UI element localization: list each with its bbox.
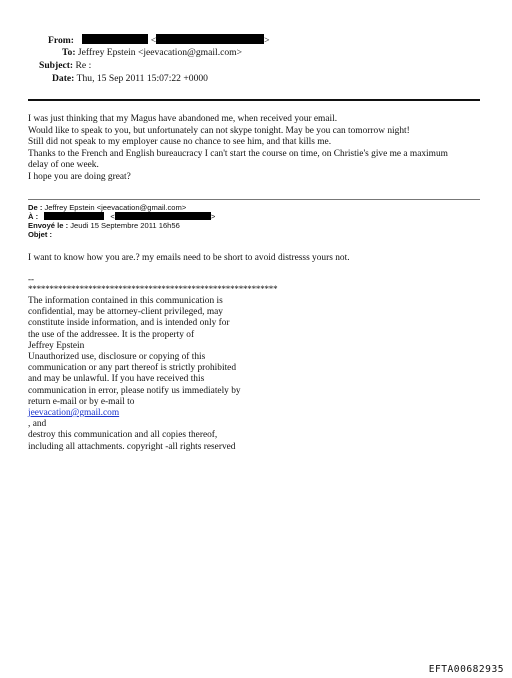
- disclaimer-line: destroy this communication and all copies thereof,: [28, 430, 218, 441]
- disclaimer-line-email: [28, 397, 278, 431]
- a-label: À :: [28, 212, 39, 221]
- reply-line: I was just thinking that my Magus have abandoned me, when received your email.: [28, 114, 338, 124]
- date-value: Thu, 15 Sep 2011 15:07:22 +0000: [76, 73, 208, 84]
- objet-label: Objet :: [28, 230, 53, 239]
- disclaimer-text: return e-mail or by e-mail to: [28, 396, 135, 407]
- to-label: To:: [62, 47, 76, 58]
- disclaimer-line: including all attachments. copyright -all rights reserved: [28, 441, 236, 452]
- subject-row: [39, 60, 91, 72]
- disclaimer-line: communication or any part thereof is strictly prohibited: [28, 363, 237, 374]
- angle-open: <: [150, 35, 157, 46]
- disclaimer-line: Unauthorized use, disclosure or copying of this: [28, 352, 206, 363]
- disclaimer: [28, 296, 278, 453]
- redacted-email: [115, 212, 211, 220]
- de-value: Jeffrey Epstein <jeevacation@gmail.com>: [44, 203, 187, 212]
- disclaimer-line: communication in error, please notify us immediately by: [28, 385, 241, 396]
- date-label: Date:: [52, 73, 75, 84]
- envoye-value: Jeudi 15 Septembre 2011 16h56: [70, 221, 180, 230]
- from-label: From:: [48, 35, 74, 46]
- angle-close: >: [210, 212, 216, 221]
- date-row: [52, 73, 208, 85]
- original-message: I want to know how you are.? my emails need to be short to avoid distresss yours not.: [28, 253, 350, 263]
- signature-dash: --: [28, 274, 34, 284]
- subject-value: Re :: [75, 60, 92, 71]
- forward-divider: [28, 199, 480, 200]
- redacted-email: [156, 34, 264, 44]
- disclaimer-line: and may be unlawful. If you have received this: [28, 374, 205, 385]
- star-separator: **********************************************************: [28, 284, 278, 294]
- reply-line: Still did not speak to my employer cause no chance to see him, and that kills me.: [28, 137, 332, 147]
- disclaimer-line: the use of the addressee. It is the property of: [28, 329, 195, 340]
- reply-line: Thanks to the French and English bureaucracy I can't start the course on time, on Christie's give me a maximum: [28, 148, 448, 159]
- subject-label: Subject:: [39, 60, 74, 71]
- angle-close: >: [264, 35, 270, 46]
- to-value: Jeffrey Epstein <jeevacation@gmail.com>: [77, 47, 243, 58]
- disclaimer-text: , and: [28, 419, 47, 430]
- reply-line: Would like to speak to you, but unfortunately can not skype tonight. May be you can tomorrow night!: [28, 125, 410, 136]
- reply-body: [28, 114, 488, 183]
- objet-row: [28, 230, 52, 240]
- disclaimer-line: constitute inside information, and is intended only for: [28, 318, 230, 329]
- reply-line: delay of one week.: [28, 160, 99, 170]
- redacted-name: [82, 34, 148, 44]
- de-label: De :: [28, 203, 43, 212]
- redacted-name: [44, 212, 104, 220]
- reply-line: I hope you are doing great?: [28, 171, 131, 182]
- angle-open: <: [110, 212, 115, 221]
- envoye-label: Envoyé le :: [28, 221, 69, 230]
- disclaimer-line: Jeffrey Epstein: [28, 340, 85, 351]
- from-row: [48, 34, 270, 47]
- disclaimer-line: confidential, may be attorney-client privileged, may: [28, 307, 223, 318]
- header-divider: [28, 99, 480, 101]
- to-row: [62, 47, 242, 59]
- disclaimer-line: The information contained in this communication is: [28, 296, 223, 306]
- email-link[interactable]: jeevacation@gmail.com: [28, 408, 120, 419]
- bates-number: EFTA00682935: [428, 664, 504, 675]
